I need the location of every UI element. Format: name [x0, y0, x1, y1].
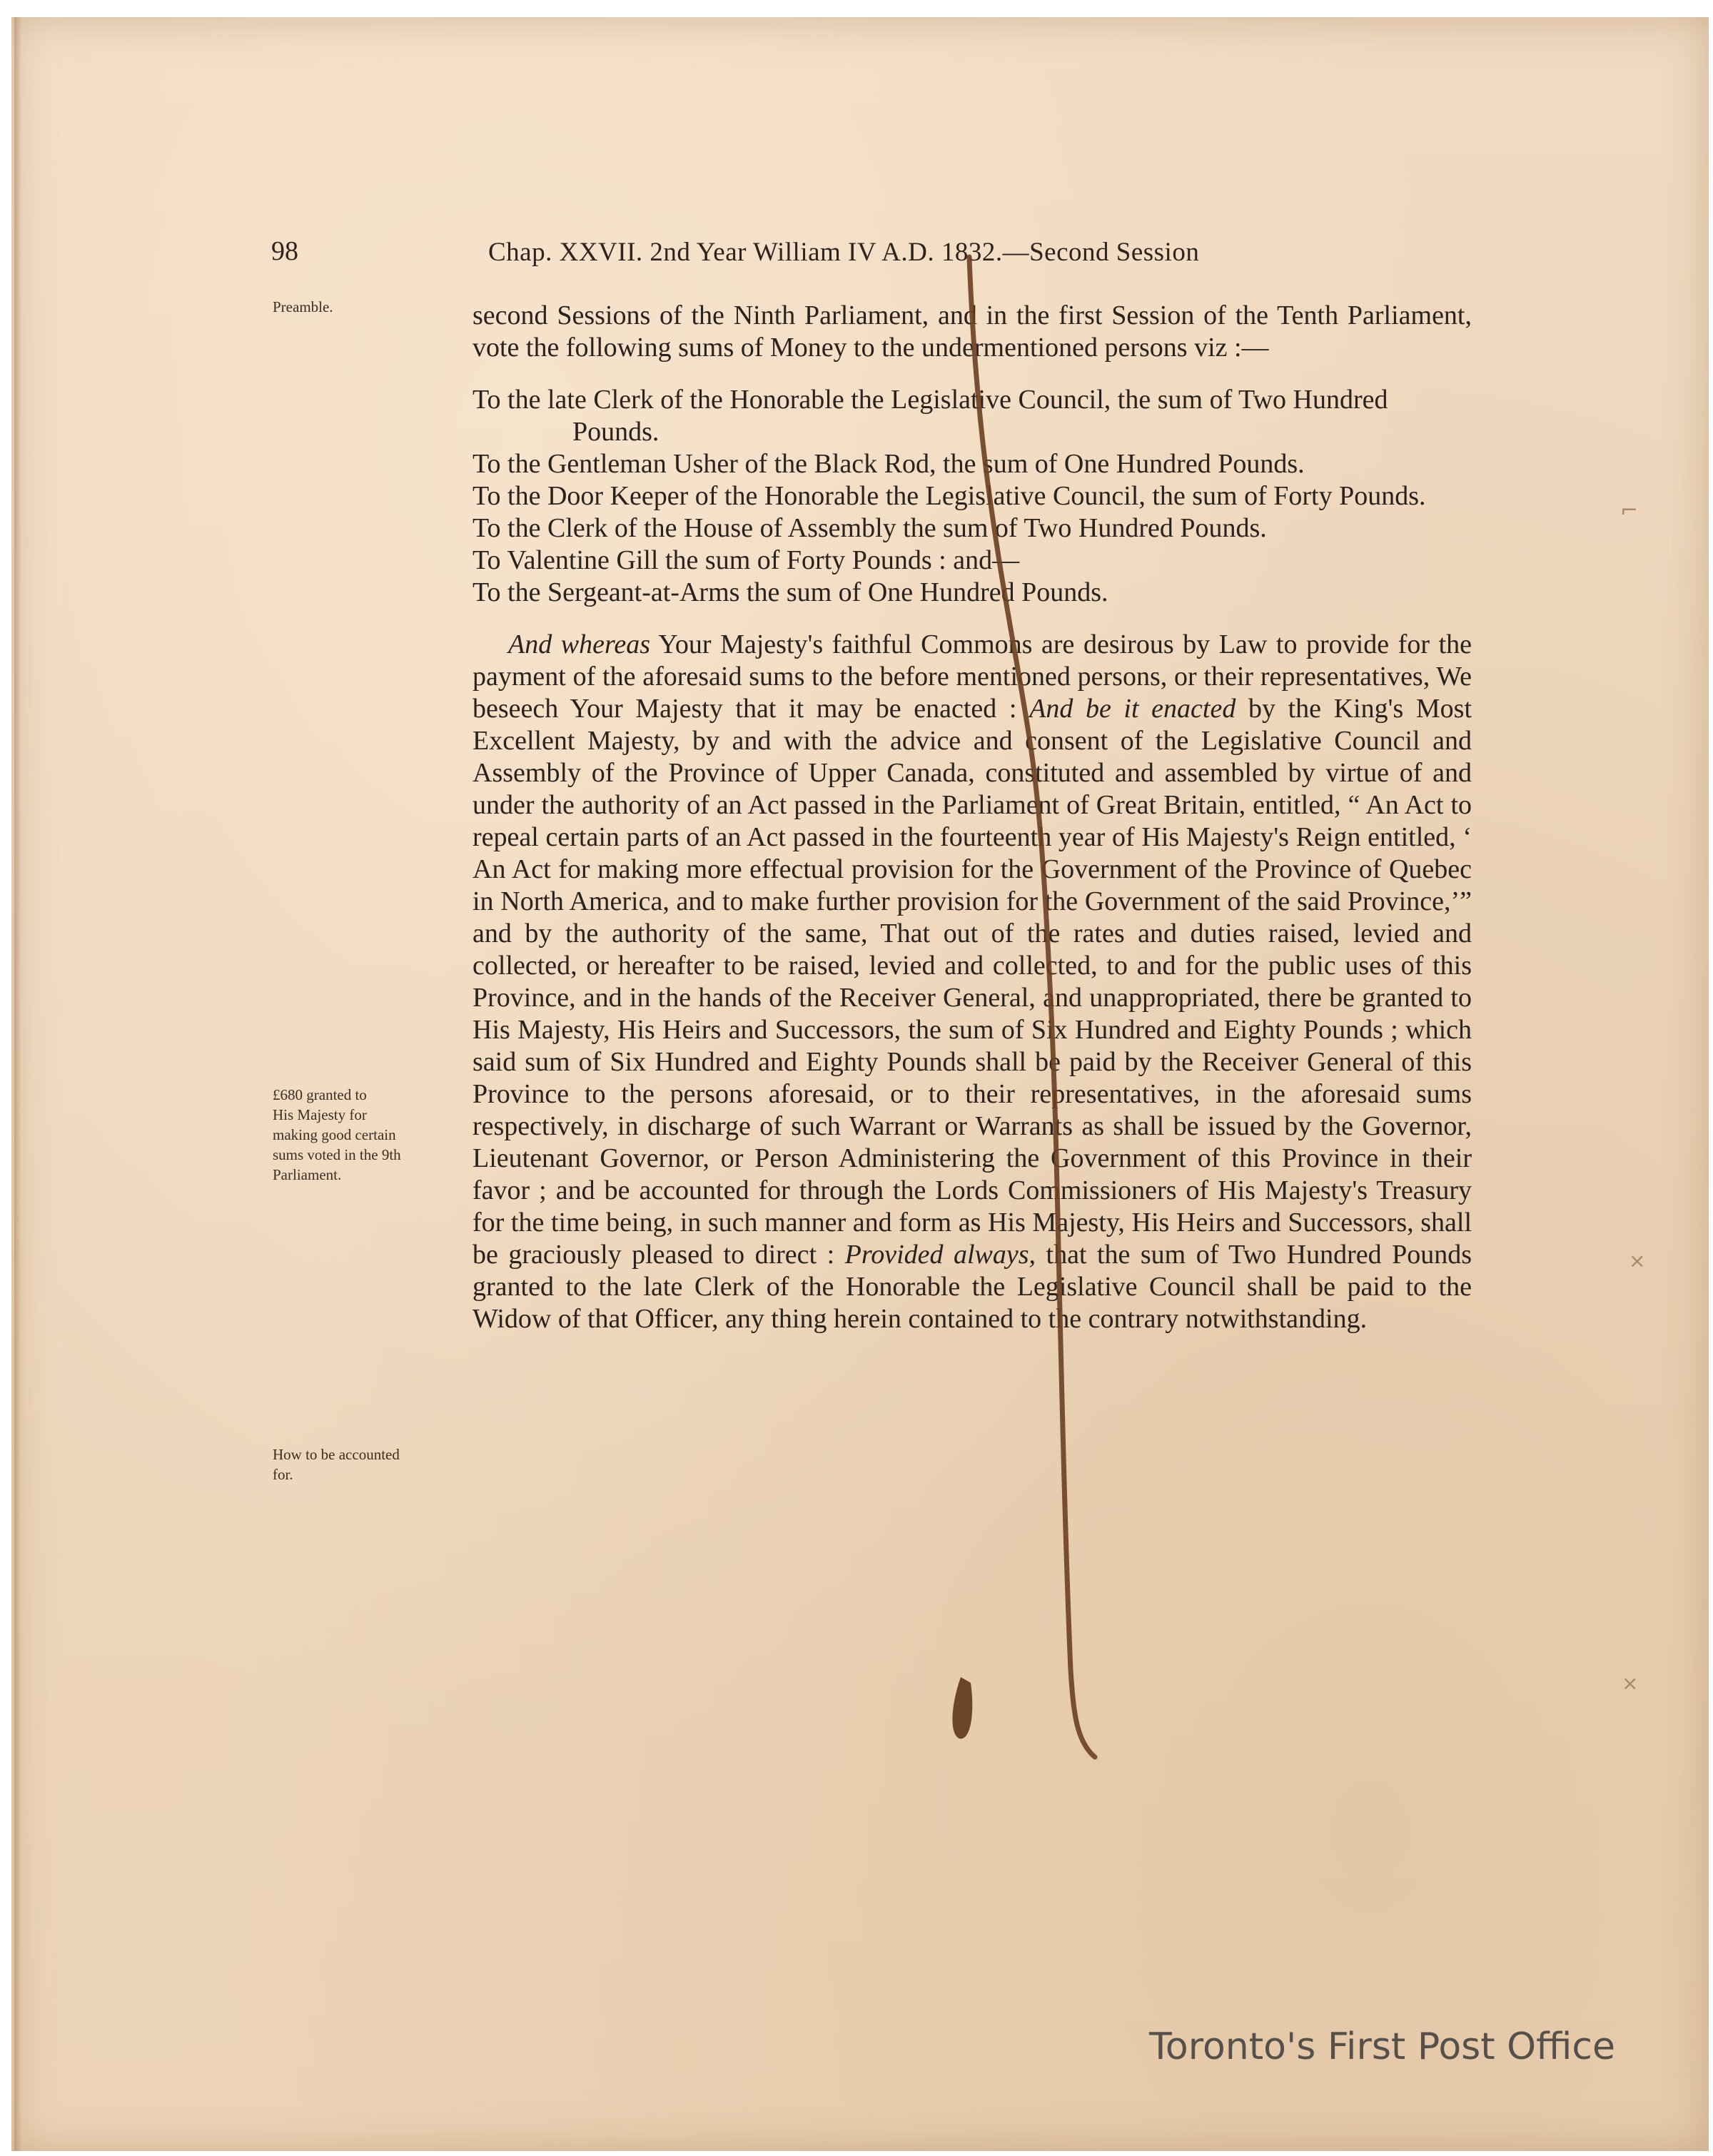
edge-tear-mark: ⌐ [1620, 498, 1639, 523]
enacting-text-part-2: by the King's Most Excellent Majesty, by and with the advice and consent of the Legislative Council and Assembly of the Province of Upper Canada, constituted and assembled by virtue of and under the authority of an Act passed in the Parliament of Great Britain, entitled, “ An Act to repeal certain parts of an Act passed in the fourteenth year of His Majesty's Reign entitled, ‘ An Act for making more effectual provision for the Government of the Province of Quebec in North America, and to make further provision for the Government of the said Province,’” and by the authority of the same, That out of the rates and duties raised, levied and collected, or hereafter to be raised, levied and collected, to and for the public uses of this Province, and in the hands of the Receiver General, and unappropriated, there be granted to His Majesty, His Heirs and Successors, the sum of Six Hundred and Eighty Pounds ; which said sum of Six Hundred and Eighty Pounds shall be paid by the Receiver General of this Province to the persons aforesaid, or to their representatives, in the aforesaid sums respectively, in discharge of such Warrant or Warrants as shall be issued by the Governor, Lieutenant Governor, or Person Administering the Government of this Province in their favor ; and be accounted for through the Lords Commissioners of His Majesty's Treasury for the time being, in such manner and form as His Majesty, His Heirs and Successors, shall be graciously pleased to direct : [473, 694, 1472, 1270]
ink-drip-line [969, 257, 1095, 1757]
chapter-heading: Chap. XXVII. 2nd Year William IV A.D. 1832.—Second Session [488, 238, 1200, 267]
intro-paragraph: second Sessions of the Ninth Parliament, and in the first Session of the Tenth Parliament, vote the following sums of Money to the undermentioned persons viz :— [473, 300, 1472, 363]
margin-note-grant: £680 granted to His Majesty for making good certain sums voted in the 9th Parliament. [273, 1086, 401, 1183]
enacting-text-part-3: that the sum of Two Hundred Pounds granted to the late Clerk of the Honorable the Legislative Council shall be paid to the Widow of that Officer, any thing herein contained to the contrary notwithstanding. [473, 1240, 1472, 1334]
italic-provided-always: Provided always, [844, 1240, 1036, 1270]
enacting-text-part-1: Your Majesty's faithful Commons are desirous by Law to provide for the payment of the aforesaid sums to the before mentioned persons, or their representatives, We beseech Your Majesty that it may be enacted : [473, 629, 1472, 724]
edge-tear-mark: × [1629, 1249, 1646, 1272]
payment-item: To the Gentleman Usher of the Black Rod, the sum of One Hundred Pounds. [473, 449, 1305, 479]
payment-item: To the late Clerk of the Honorable the Legislative Council, the sum of Two Hundred Pounds. [473, 385, 1388, 447]
payment-item: To the Clerk of the House of Assembly the sum of Two Hundred Pounds. [473, 513, 1267, 543]
margin-note-accounted: How to be accounted for. [273, 1446, 400, 1483]
margin-note-preamble: Preamble. [273, 298, 333, 315]
edge-tear-mark: × [1622, 1671, 1639, 1695]
italic-and-whereas: And whereas [508, 629, 651, 659]
ink-drip-blob [952, 1677, 972, 1739]
payment-item: To Valentine Gill the sum of Forty Pounds : and— [473, 545, 1020, 575]
payment-item: To the Sergeant-at-Arms the sum of One Hundred Pounds. [473, 577, 1108, 607]
watermark-credit: Toronto's First Post Office [1149, 2025, 1615, 2068]
payment-item: To the Door Keeper of the Honorable the Legislative Council, the sum of Forty Pounds. [473, 481, 1426, 511]
page-number: 98 [271, 236, 298, 266]
italic-and-be-it-enacted: And be it enacted [1029, 694, 1236, 724]
